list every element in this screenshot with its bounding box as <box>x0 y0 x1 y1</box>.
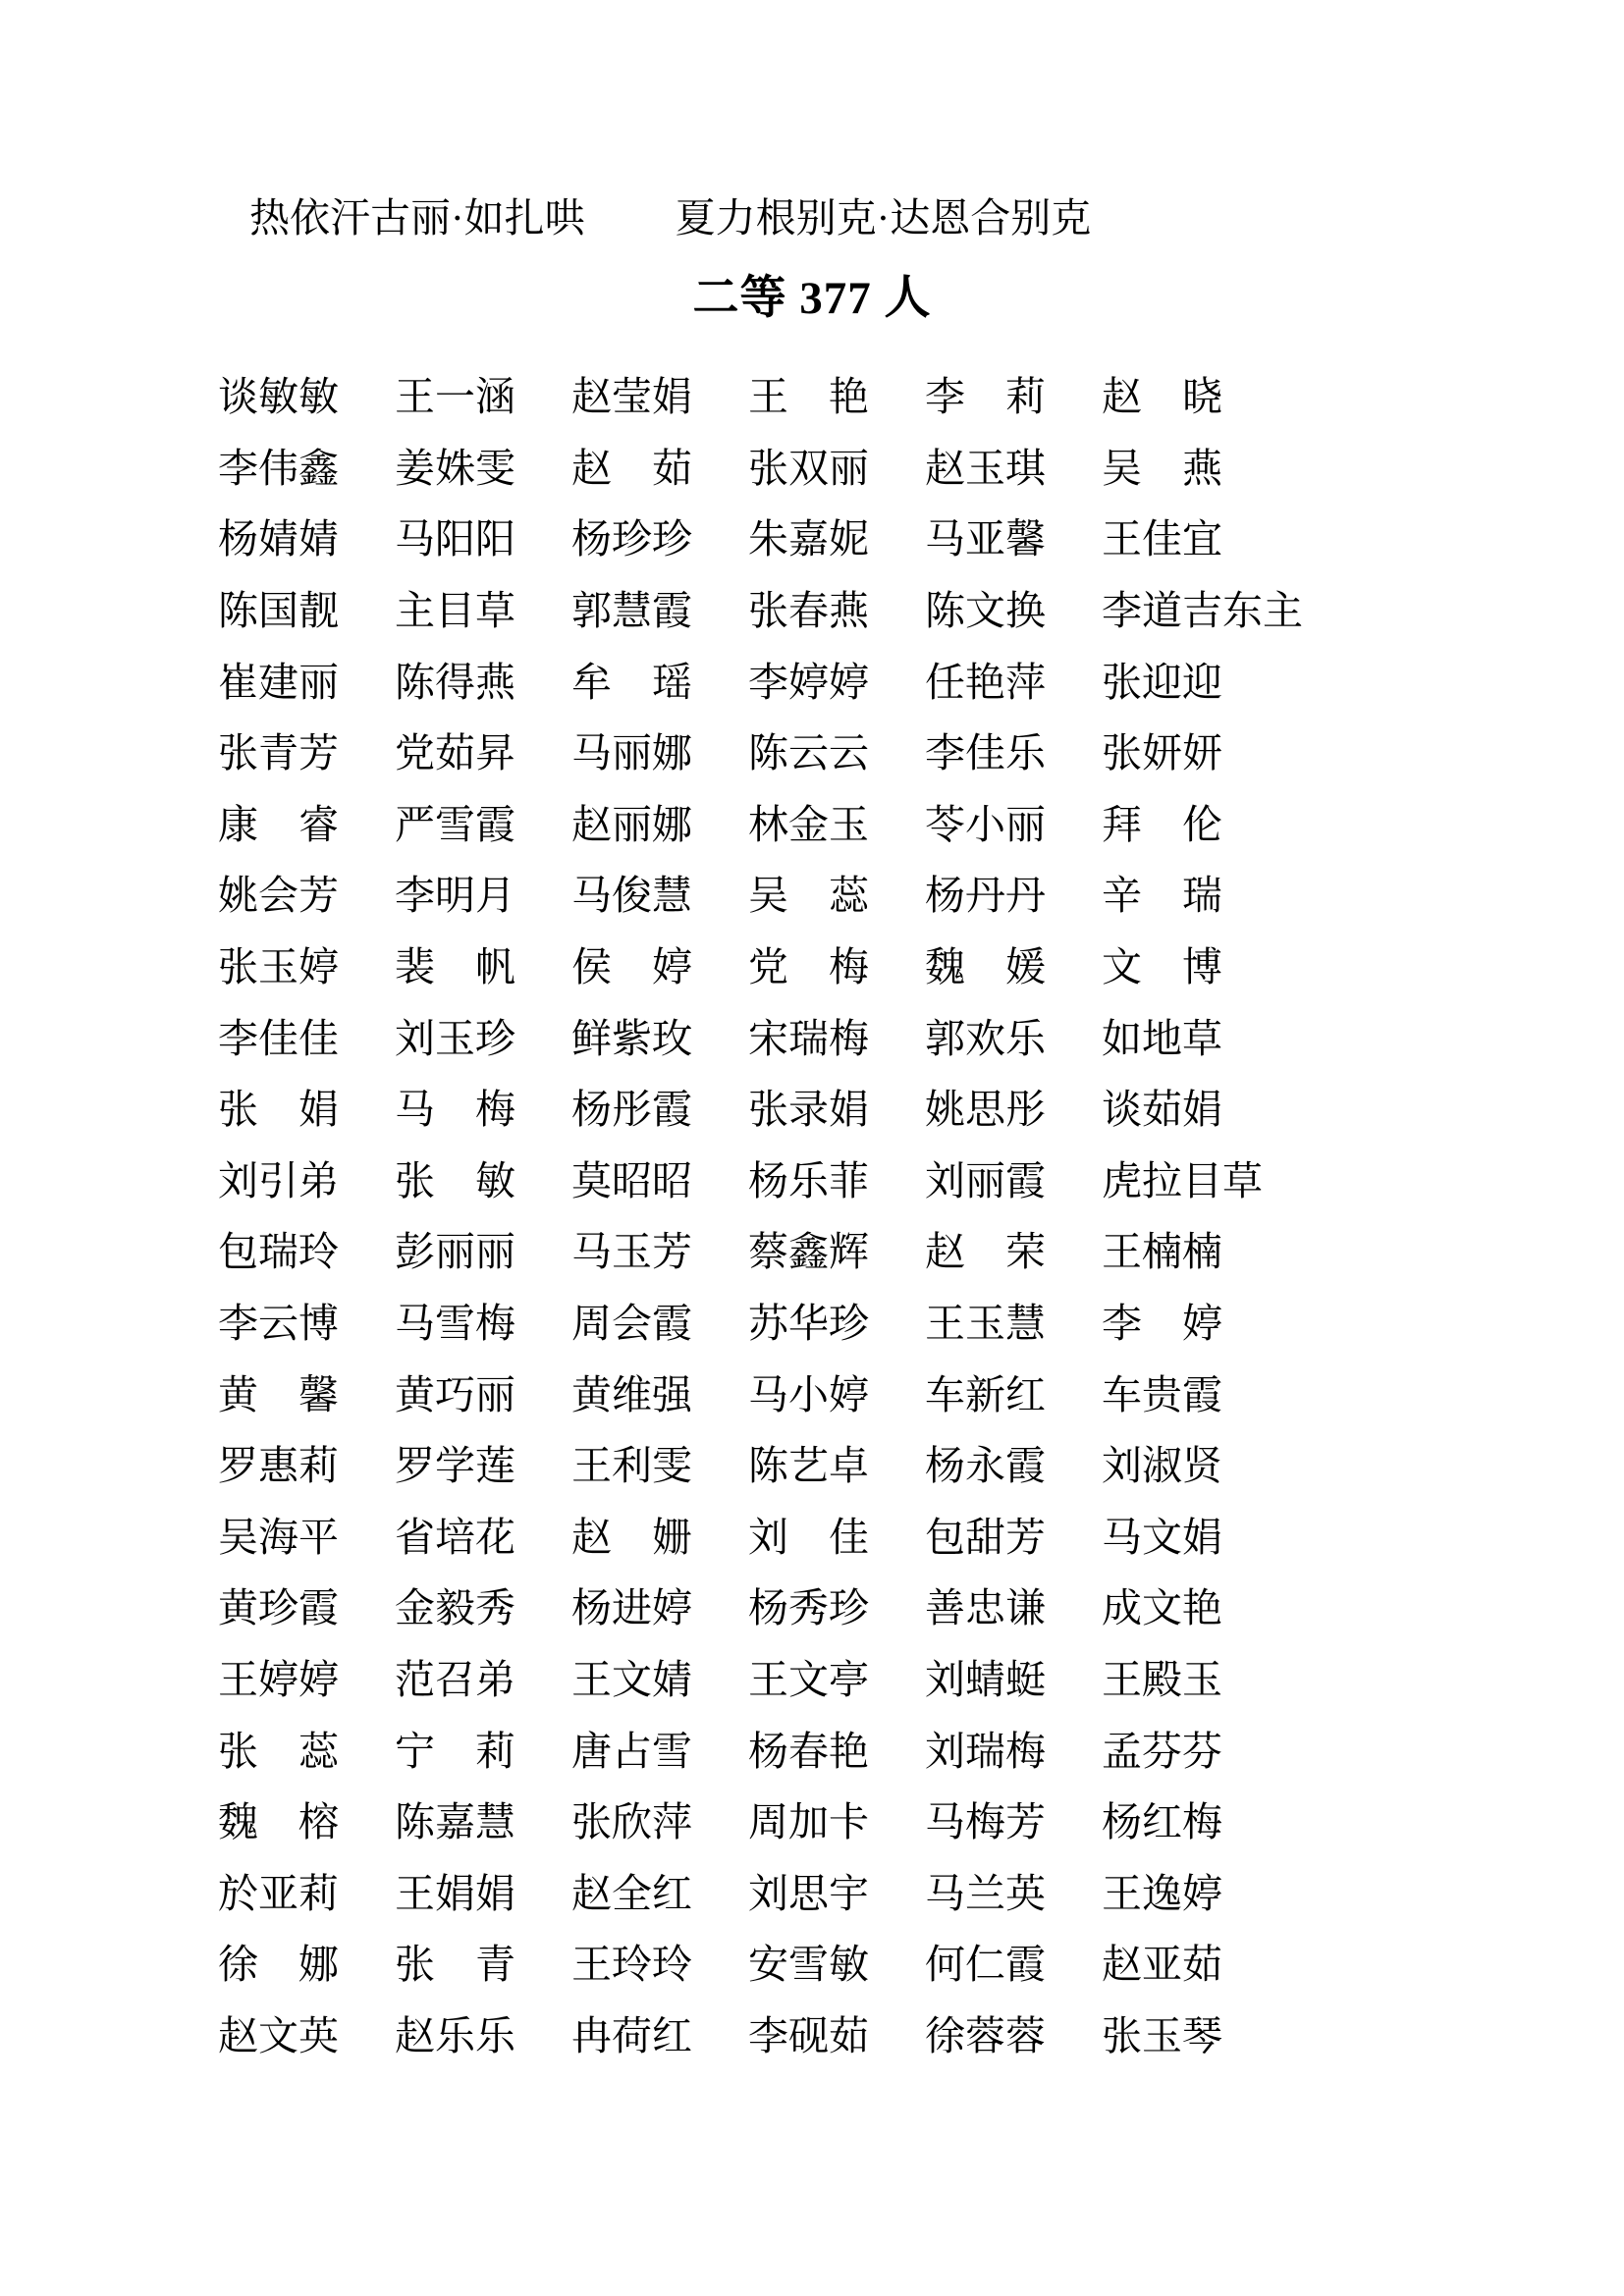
name-row <box>218 1074 1222 1146</box>
person-name: 魏 榕 <box>218 1799 339 1845</box>
person-name: 张双丽 <box>748 445 869 491</box>
person-name: 马丽娜 <box>571 730 692 776</box>
person-name: 崔建丽 <box>218 659 339 705</box>
person-name: 陈云云 <box>748 730 869 776</box>
person-name: 鲜紫玫 <box>571 1015 692 1061</box>
person-name: 王 艳 <box>748 374 869 420</box>
person-name: 王一涵 <box>395 374 515 420</box>
person-name: 热依汗古丽·如扎哄 <box>249 195 585 240</box>
person-name: 张迎迎 <box>1102 659 1222 705</box>
person-name: 刘丽霞 <box>925 1157 1046 1203</box>
person-name: 金毅秀 <box>395 1585 515 1631</box>
person-name: 马阳阳 <box>395 516 515 562</box>
person-name: 如地草 <box>1102 1015 1222 1061</box>
person-name: 杨彤霞 <box>571 1087 692 1133</box>
person-name: 张欣萍 <box>571 1799 692 1845</box>
person-name: 朱嘉妮 <box>748 516 869 562</box>
person-name: 马文娟 <box>1102 1514 1222 1560</box>
person-name: 王楠楠 <box>1102 1229 1222 1275</box>
person-name: 成文艳 <box>1102 1585 1222 1631</box>
person-name: 王殿玉 <box>1102 1656 1222 1702</box>
person-name: 赵 茹 <box>571 445 692 491</box>
person-name: 杨永霞 <box>925 1443 1046 1489</box>
person-name: 赵全红 <box>571 1870 692 1916</box>
name-row <box>218 1146 1263 1217</box>
person-name: 杨丹丹 <box>925 873 1046 919</box>
person-name: 赵丽娜 <box>571 801 692 847</box>
person-name: 侯 婷 <box>571 944 692 990</box>
person-name: 虎拉目草 <box>1102 1157 1263 1203</box>
person-name: 赵文英 <box>218 2012 339 2058</box>
person-name: 李婷婷 <box>748 659 869 705</box>
person-name: 刘引弟 <box>218 1157 339 1203</box>
person-name: 吴 蕊 <box>748 873 869 919</box>
section-heading: 二等 377 人 <box>692 273 932 324</box>
person-name: 马雪梅 <box>395 1301 515 1347</box>
person-name: 姜姝雯 <box>395 445 515 491</box>
person-name: 黄珍霞 <box>218 1585 339 1631</box>
person-name: 李佳乐 <box>925 730 1046 776</box>
person-name: 李佳佳 <box>218 1015 339 1061</box>
name-row <box>218 932 1222 1003</box>
person-name: 李砚茹 <box>748 2012 869 2058</box>
person-name: 王婷婷 <box>218 1656 339 1702</box>
person-name: 王文亭 <box>748 1656 869 1702</box>
person-name: 周加卡 <box>748 1799 869 1845</box>
person-name: 包瑞玲 <box>218 1229 339 1275</box>
name-row <box>218 1002 1222 1074</box>
person-name: 牟 瑶 <box>571 659 692 705</box>
person-name: 范召弟 <box>395 1656 515 1702</box>
person-name: 马玉芳 <box>571 1229 692 1275</box>
person-name: 黄巧丽 <box>395 1371 515 1417</box>
person-name: 杨珍珍 <box>571 516 692 562</box>
person-name: 彭丽丽 <box>395 1229 515 1275</box>
person-name: 张 蕊 <box>218 1728 339 1774</box>
name-row <box>218 1573 1222 1644</box>
person-name: 谈茹娟 <box>1102 1087 1222 1133</box>
person-name: 张录娟 <box>748 1087 869 1133</box>
name-row <box>218 1857 1222 1929</box>
person-name: 严雪霞 <box>395 801 515 847</box>
person-name: 林金玉 <box>748 801 869 847</box>
person-name: 李 莉 <box>925 374 1046 420</box>
person-name: 杨红梅 <box>1102 1799 1222 1845</box>
person-name: 陈国靓 <box>218 588 339 634</box>
person-name: 赵亚茹 <box>1102 1942 1222 1988</box>
person-name: 刘瑞梅 <box>925 1728 1046 1774</box>
person-name: 夏力根别克·达恩合别克 <box>675 195 1092 240</box>
person-name: 徐 娜 <box>218 1942 339 1988</box>
person-name: 陈嘉慧 <box>395 1799 515 1845</box>
name-row <box>218 646 1222 718</box>
person-name: 党 梅 <box>748 944 869 990</box>
person-name: 文 博 <box>1102 944 1222 990</box>
person-name: 杨乐菲 <box>748 1157 869 1203</box>
person-name: 李 婷 <box>1102 1301 1222 1347</box>
person-name: 包甜芳 <box>925 1514 1046 1560</box>
person-name: 拜 伦 <box>1102 801 1222 847</box>
name-row <box>218 1359 1222 1430</box>
person-name: 黄维强 <box>571 1371 692 1417</box>
name-row <box>218 1715 1222 1787</box>
name-row <box>218 860 1222 932</box>
person-name: 车新红 <box>925 1371 1046 1417</box>
person-name: 陈艺卓 <box>748 1443 869 1489</box>
person-name: 唐占雪 <box>571 1728 692 1774</box>
person-name: 宁 莉 <box>395 1728 515 1774</box>
person-name: 张青芳 <box>218 730 339 776</box>
name-row <box>218 433 1222 505</box>
person-name: 刘蜻蜓 <box>925 1656 1046 1702</box>
person-name: 杨春艳 <box>748 1728 869 1774</box>
person-name: 裴 帆 <box>395 944 515 990</box>
person-name: 张玉琴 <box>1102 2012 1222 2058</box>
person-name: 王娟娟 <box>395 1870 515 1916</box>
person-name: 康 睿 <box>218 801 339 847</box>
person-name: 杨秀珍 <box>748 1585 869 1631</box>
person-name: 王逸婷 <box>1102 1870 1222 1916</box>
person-name: 宋瑞梅 <box>748 1015 869 1061</box>
name-row <box>218 1502 1222 1574</box>
name-row <box>218 789 1222 861</box>
person-name: 马俊慧 <box>571 873 692 919</box>
person-name: 安雪敏 <box>748 1942 869 1988</box>
person-name: 黄 馨 <box>218 1371 339 1417</box>
name-row <box>218 1216 1222 1288</box>
name-row <box>218 1929 1222 2001</box>
person-name: 杨进婷 <box>571 1585 692 1631</box>
person-name: 刘玉珍 <box>395 1015 515 1061</box>
person-name: 冉荷红 <box>571 2012 692 2058</box>
person-name: 苓小丽 <box>925 801 1046 847</box>
person-name: 辛 瑞 <box>1102 873 1222 919</box>
person-name: 省培花 <box>395 1514 515 1560</box>
person-name: 赵乐乐 <box>395 2012 515 2058</box>
person-name: 周会霞 <box>571 1301 692 1347</box>
person-name: 马梅芳 <box>925 1799 1046 1845</box>
names-table <box>218 361 1303 2071</box>
person-name: 李伟鑫 <box>218 445 339 491</box>
name-row <box>218 504 1222 575</box>
person-name: 赵 荣 <box>925 1229 1046 1275</box>
name-row <box>218 1430 1222 1502</box>
person-name: 赵 晓 <box>1102 374 1222 420</box>
person-name: 於亚莉 <box>218 1870 339 1916</box>
person-name: 王文婧 <box>571 1656 692 1702</box>
person-name: 罗学莲 <box>395 1443 515 1489</box>
person-name: 王利雯 <box>571 1443 692 1489</box>
person-name: 车贵霞 <box>1102 1371 1222 1417</box>
person-name: 张妍妍 <box>1102 730 1222 776</box>
continued-names-line <box>249 189 1091 246</box>
name-row <box>218 2001 1222 2072</box>
person-name: 杨婧婧 <box>218 516 339 562</box>
name-row <box>218 575 1303 647</box>
person-name: 罗惠莉 <box>218 1443 339 1489</box>
person-name: 张玉婷 <box>218 944 339 990</box>
person-name: 孟芬芬 <box>1102 1728 1222 1774</box>
person-name: 何仁霞 <box>925 1942 1046 1988</box>
person-name: 张 敏 <box>395 1157 515 1203</box>
person-name: 王佳宜 <box>1102 516 1222 562</box>
person-name: 善忠谦 <box>925 1585 1046 1631</box>
person-name: 莫昭昭 <box>571 1157 692 1203</box>
person-name: 马 梅 <box>395 1087 515 1133</box>
person-name: 李道吉东主 <box>1102 588 1303 634</box>
person-name: 赵玉琪 <box>925 445 1046 491</box>
person-name: 吴 燕 <box>1102 445 1222 491</box>
name-row <box>218 1288 1222 1360</box>
person-name: 马兰英 <box>925 1870 1046 1916</box>
person-name: 魏 媛 <box>925 944 1046 990</box>
person-name: 赵 姗 <box>571 1514 692 1560</box>
person-name: 陈得燕 <box>395 659 515 705</box>
person-name: 张春燕 <box>748 588 869 634</box>
person-name: 主目草 <box>395 588 515 634</box>
person-name: 马小婷 <box>748 1371 869 1417</box>
person-name: 谈敏敏 <box>218 374 339 420</box>
person-name: 赵莹娟 <box>571 374 692 420</box>
person-name: 王玉慧 <box>925 1301 1046 1347</box>
name-row <box>218 1787 1222 1858</box>
name-row <box>218 1644 1222 1716</box>
person-name: 张 娟 <box>218 1087 339 1133</box>
person-name: 王玲玲 <box>571 1942 692 1988</box>
person-name: 刘 佳 <box>748 1514 869 1560</box>
person-name: 吴海平 <box>218 1514 339 1560</box>
person-name: 李明月 <box>395 873 515 919</box>
person-name: 刘淑贤 <box>1102 1443 1222 1489</box>
person-name: 郭欢乐 <box>925 1015 1046 1061</box>
person-name: 郭慧霞 <box>571 588 692 634</box>
person-name: 蔡鑫辉 <box>748 1229 869 1275</box>
person-name: 姚会芳 <box>218 873 339 919</box>
person-name: 苏华珍 <box>748 1301 869 1347</box>
person-name: 李云博 <box>218 1301 339 1347</box>
person-name: 党茹昇 <box>395 730 515 776</box>
person-name: 姚思彤 <box>925 1087 1046 1133</box>
person-name: 马亚馨 <box>925 516 1046 562</box>
person-name: 陈文换 <box>925 588 1046 634</box>
person-name: 张 青 <box>395 1942 515 1988</box>
name-row <box>218 718 1222 789</box>
person-name: 任艳萍 <box>925 659 1046 705</box>
person-name: 刘思宇 <box>748 1870 869 1916</box>
name-row <box>218 361 1222 433</box>
person-name: 徐蓉蓉 <box>925 2012 1046 2058</box>
